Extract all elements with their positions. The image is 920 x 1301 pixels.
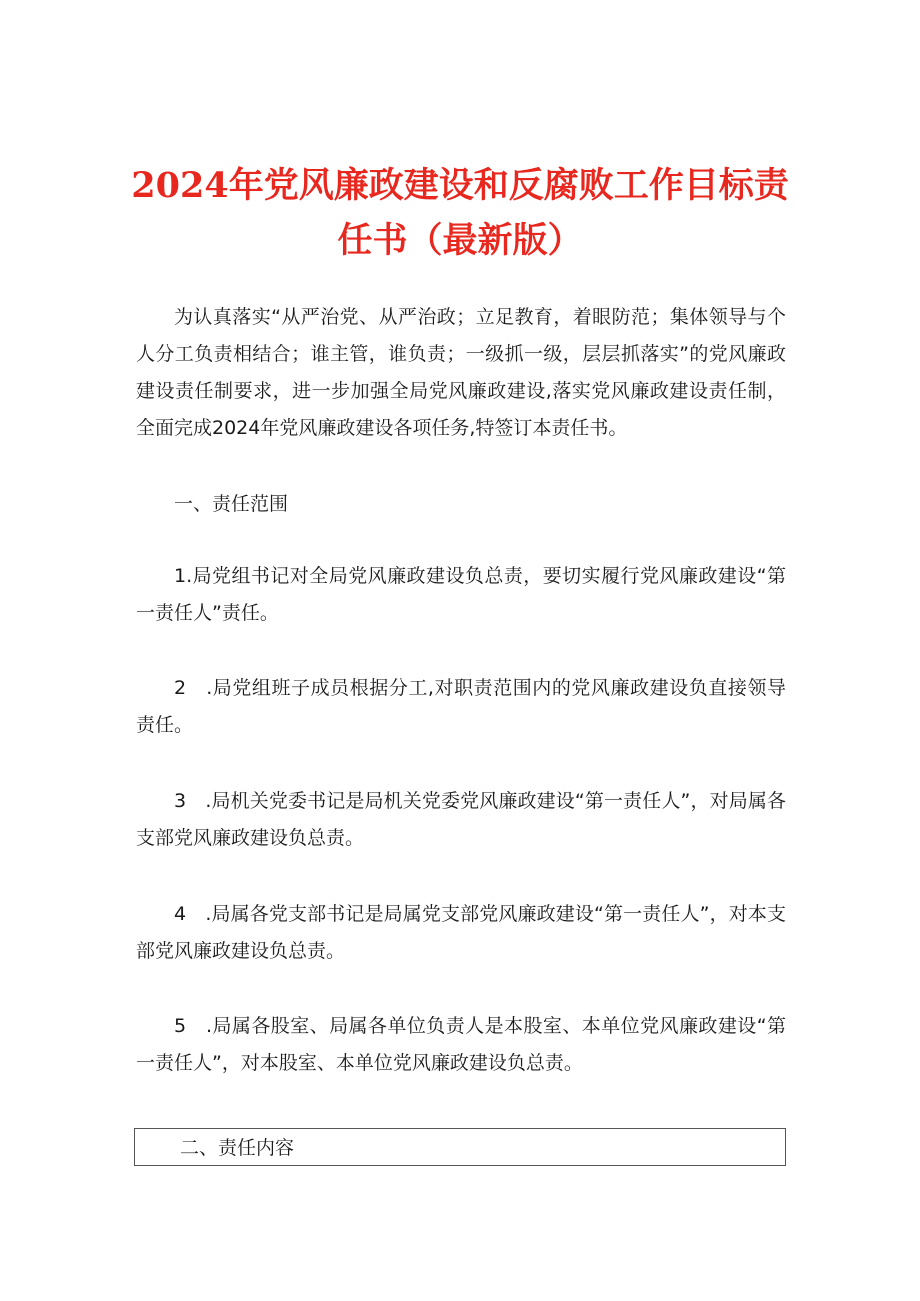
- document-title-line2: 任书（最新版）: [337, 220, 583, 261]
- list-item: 5 .局属各股室、局属各单位负责人是本股室、本单位党风廉政建设“第一责任人”，对本股室、本单位党风廉政建设负总责。: [136, 1015, 786, 1074]
- list-item: 4 .局属各党支部书记是局属党支部党风廉政建设“第一责任人”，对本支部党风廉政建设负总责。: [136, 903, 786, 962]
- section1-heading: 一、责任范围: [174, 493, 289, 515]
- section2-heading-box: [134, 1128, 786, 1166]
- list-item: 2 .局党组班子成员根据分工,对职责范围内的党风廉政建设负直接领导责任。: [136, 677, 786, 736]
- document-title-line1: 2024年党风廉政建设和反腐败工作目标责: [131, 165, 789, 206]
- list-item: 1.局党组书记对全局党风廉政建设负总责，要切实履行党风廉政建设“第一责任人”责任。: [136, 565, 786, 624]
- intro-paragraph: 为认真落实“从严治党、从严治政；立足教育，着眼防范；集体领导与个人分工负责相结合；谁主管，谁负责；一级抓一级，层层抓落实”的党风廉政建设责任制要求，进一步加强全局党风廉政建设,落实党风廉政建设责任制，全面完成2024年党风廉政建设各项任务,特签订本责任书。: [136, 306, 786, 439]
- list-item: 3 .局机关党委书记是局机关党委党风廉政建设“第一责任人”，对局属各支部党风廉政建设负总责。: [136, 790, 786, 849]
- section2-heading: 二、责任内容: [180, 1137, 295, 1159]
